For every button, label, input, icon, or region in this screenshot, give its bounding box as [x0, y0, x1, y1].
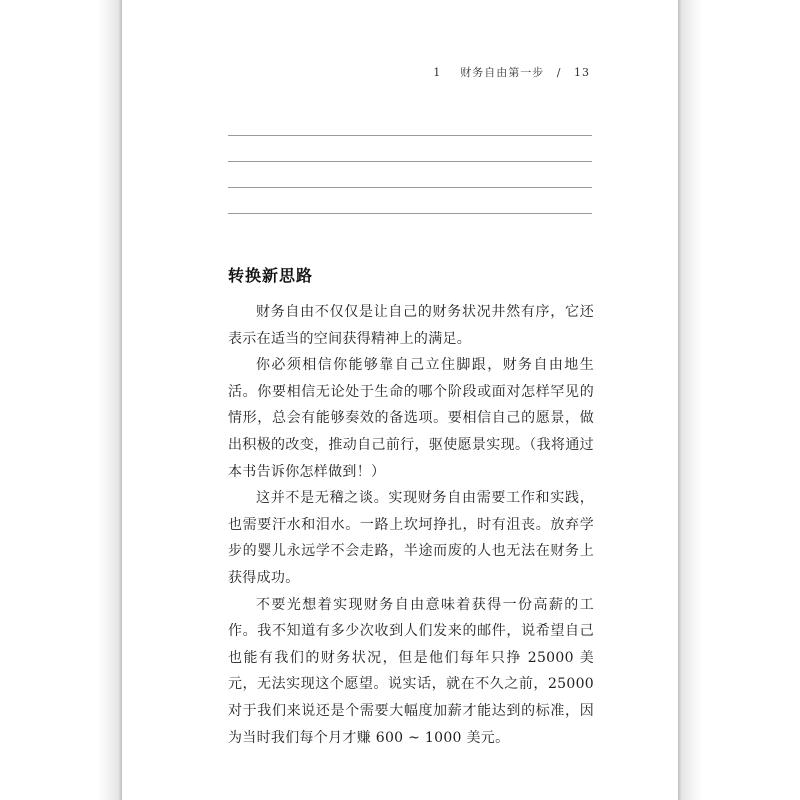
paragraph: 你必须相信你能够靠自己立住脚跟，财务自由地生活。你要相信无论处于生命的哪个阶段或面对怎样罕见的情形，总会有能够奏效的备选项。要相信自己的愿景，做出积极的改变，推动自己前行，驱使愿景实现。（我将通过本书告诉你怎样做到！） — [228, 357, 594, 480]
page-gutter-left — [0, 0, 122, 800]
paragraph: 财务自由不仅仅是让自己的财务状况井然有序，它还表示在适当的空间获得精神上的满足。 — [228, 304, 594, 347]
note-line-1 — [228, 135, 592, 136]
page-gutter-right — [678, 0, 800, 800]
note-line-3 — [228, 187, 592, 188]
note-line-4 — [228, 213, 592, 214]
header-separator: / — [556, 66, 562, 79]
page-number: 13 — [574, 66, 590, 79]
paragraph: 不要光想着实现财务自由意味着获得一份高薪的工作。我不知道有多少次收到人们发来的邮件，说希望自己也能有我们的财务状况，但是他们每年只挣 25000 美元，无法实现这个愿望。说实话，就在不久之前，25000 对于我们来说还是个需要大幅度加薪才能达到的标准，因为当时我们每个月才赚 600 ~ 1000 美元。 — [228, 596, 594, 746]
note-line-2 — [228, 161, 592, 162]
chapter-title: 财务自由第一步 — [460, 66, 545, 79]
paragraph: 这并不是无稽之谈。实现财务自由需要工作和实践，也需要汗水和泪水。一路上坎坷挣扎，时有沮丧。放弃学步的婴儿永远学不会走路，半途而废的人也无法在财务上获得成功。 — [228, 490, 594, 586]
running-header — [433, 64, 590, 80]
section-title: 转换新思路 — [228, 266, 314, 285]
chapter-number: 1 — [433, 66, 442, 79]
body-text — [228, 299, 594, 751]
book-page — [122, 0, 678, 800]
